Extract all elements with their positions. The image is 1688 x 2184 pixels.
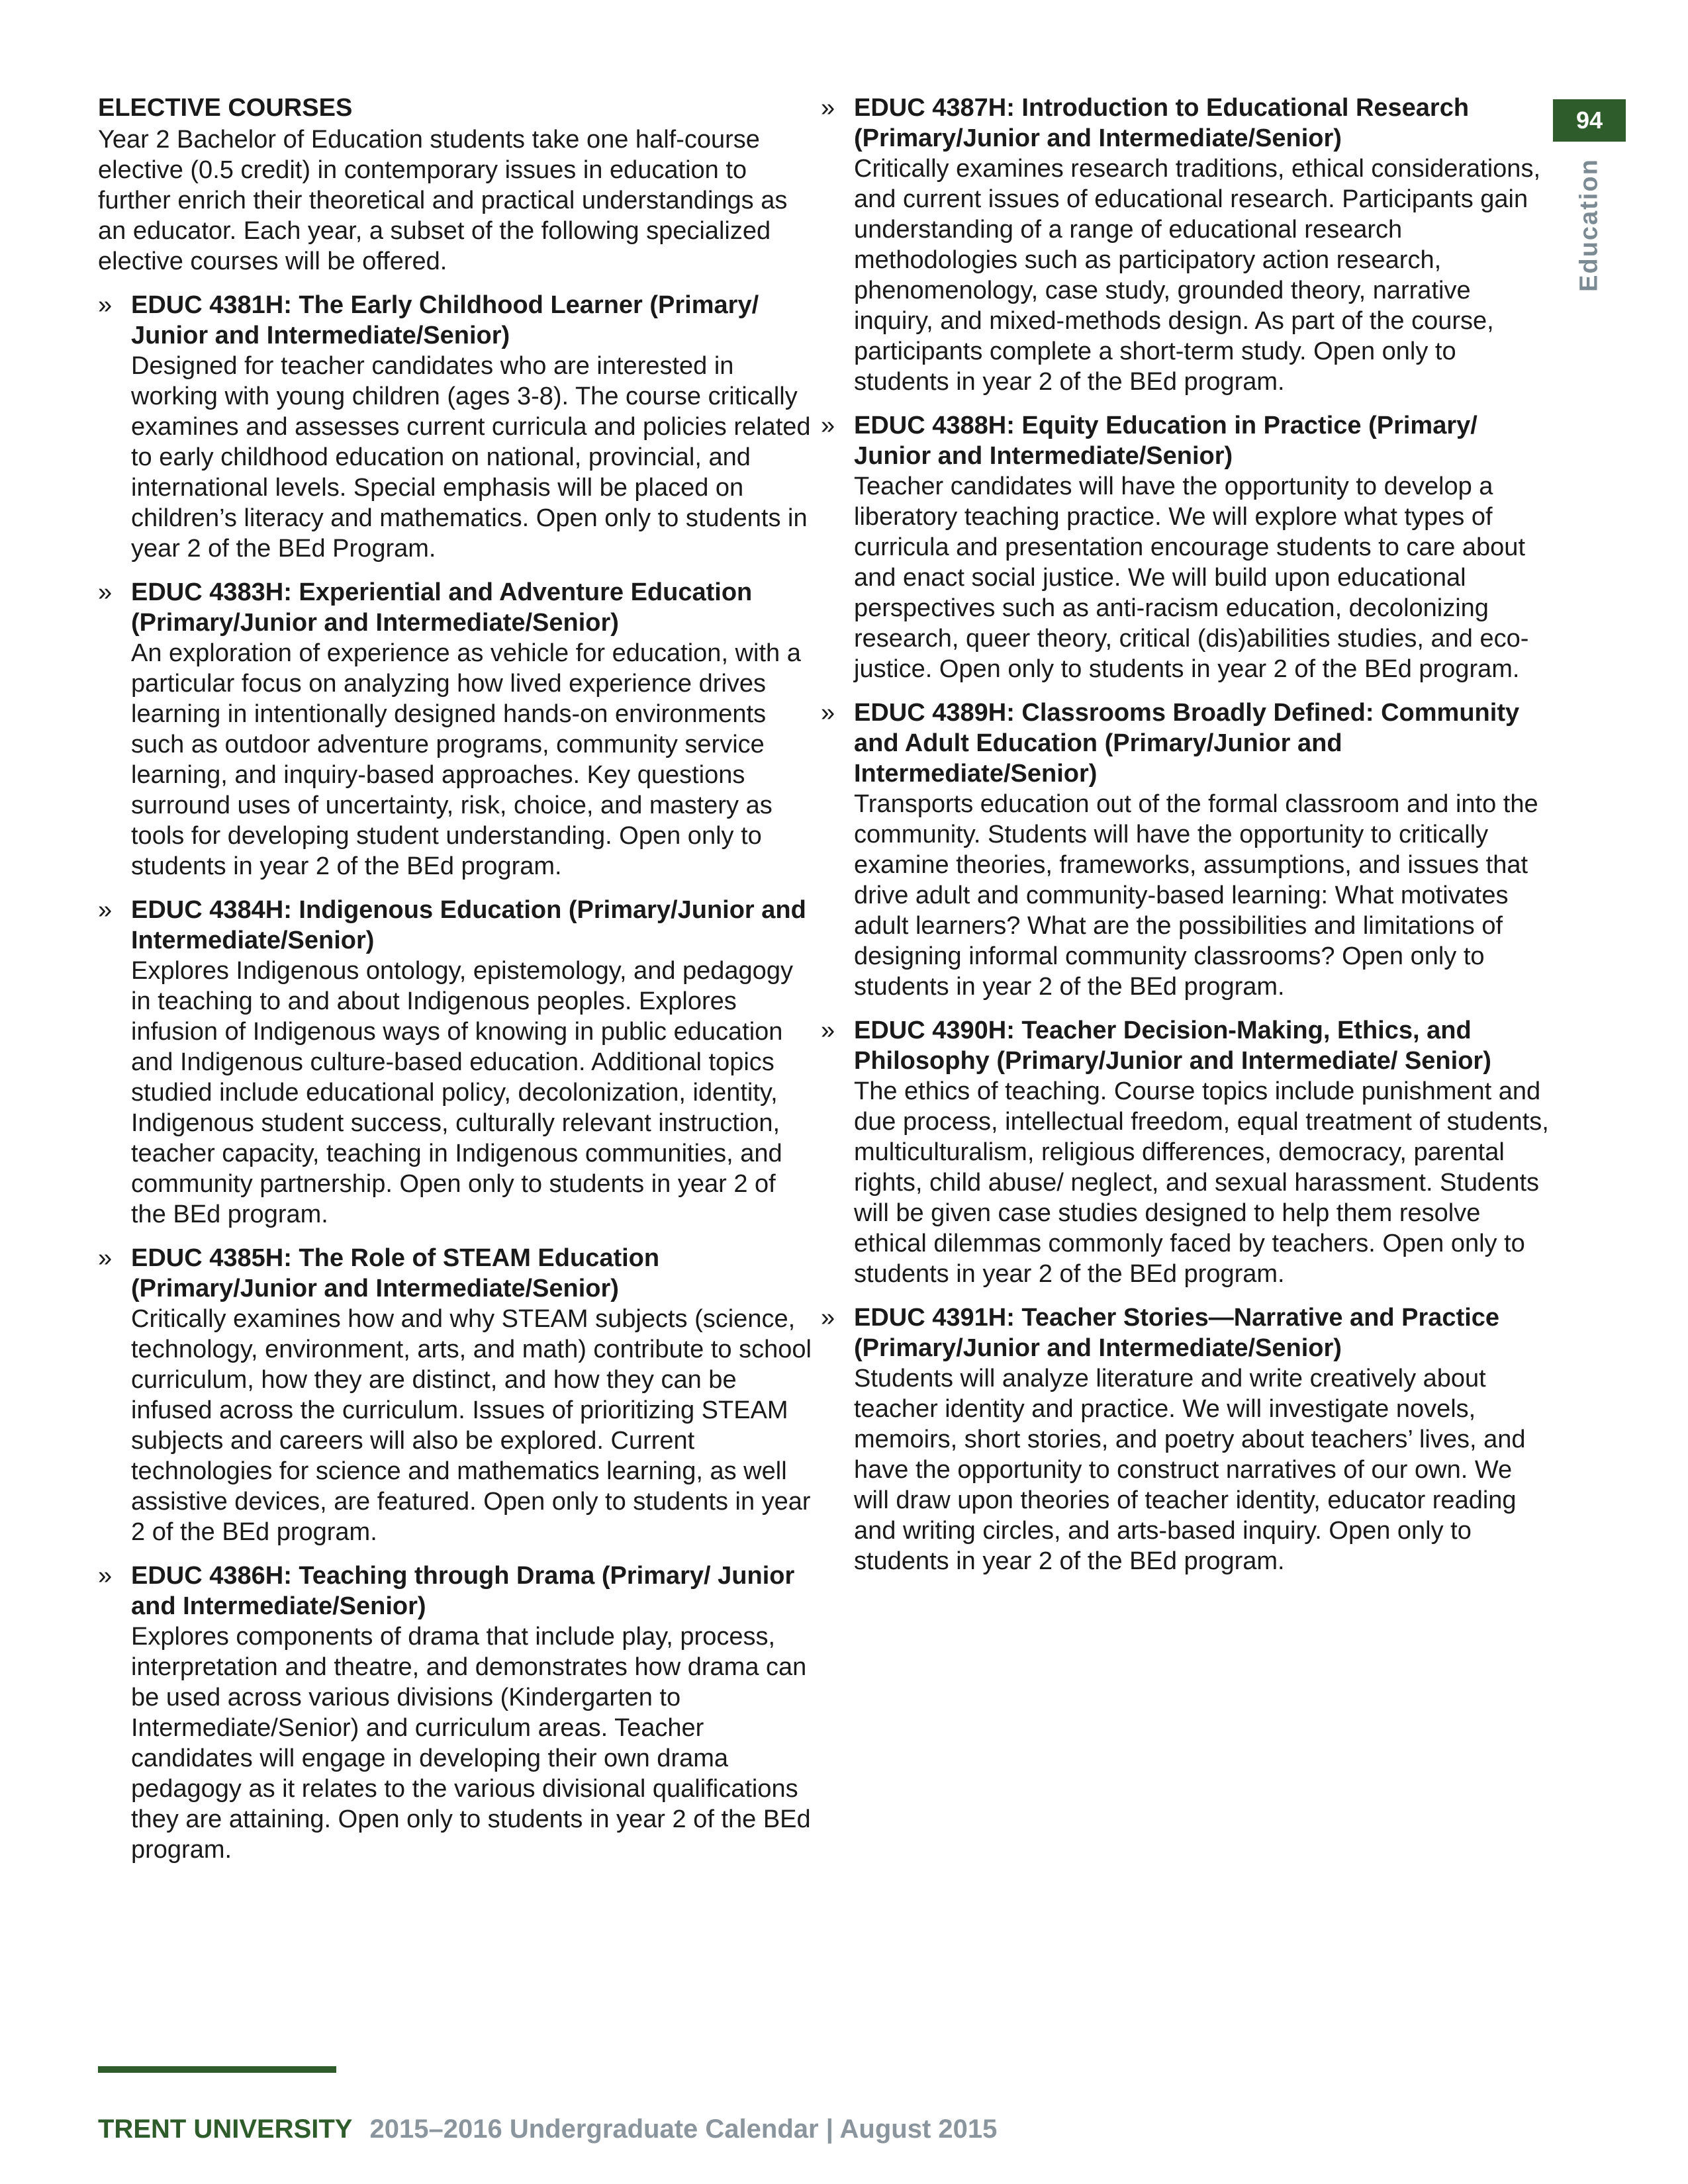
course-title: EDUC 4391H: Teacher Stories—Narrative and Practice (Primary/Junior and Intermediate/Senior) (854, 1304, 1500, 1362)
bullet-icon: » (821, 699, 835, 727)
course-title: EDUC 4386H: Teaching through Drama (Primary/ Junior and Intermediate/Senior) (131, 1562, 795, 1620)
course-description: Transports education out of the formal classroom and into the community. Students will have the opportunity to critically examine theories, frameworks, assumptions, and issues that drive adult and community-based learning: What motivates adult learners? What are the possibilities and limitations of designing informal community classrooms? Open only to students in year 2 of the BEd program. (854, 790, 1538, 1001)
course-title: EDUC 4384H: Indigenous Education (Primary/Junior and Intermediate/Senior) (131, 896, 806, 954)
course-title: EDUC 4385H: The Role of STEAM Education (Primary/Junior and Intermediate/Senior) (131, 1244, 660, 1302)
course-item (98, 895, 813, 1230)
course-title: EDUC 4389H: Classrooms Broadly Defined: Community and Adult Education (Primary/Junior and Intermediate/Senior) (854, 699, 1520, 788)
right-column (821, 93, 1549, 1590)
course-item (821, 410, 1549, 684)
course-title: EDUC 4388H: Equity Education in Practice (Primary/ Junior and Intermediate/Senior) (854, 412, 1477, 470)
course-description: Designed for teacher candidates who are interested in working with young children (ages 3-8). The course critically examines and assesses current curricula and policies related to early childhood education on national, provincial, and international levels. Special emphasis will be placed on children’s literacy and mathematics. Open only to students in year 2 of the BEd Program. (131, 352, 811, 563)
course-description: Explores Indigenous ontology, epistemology, and pedagogy in teaching to and about Indigenous peoples. Explores infusion of Indigenous ways of knowing in public education and Indigenous culture-based education. Additional topics studied include educational policy, decolonization, identity, Indigenous student success, culturally relevant instruction, teacher capacity, teaching in Indigenous communities, and community partnership. Open only to students in year 2 of the BEd program. (131, 957, 793, 1228)
course-item (821, 1302, 1549, 1576)
course-description: Critically examines research traditions, ethical considerations, and current issues of educational research. Participants gain understanding of a range of educational research methodologies such as participatory action research, phenomenology, case study, grounded theory, narrative inquiry, and mixed-methods design. As part of the course, participants complete a short-term study. Open only to students in year 2 of the BEd program. (854, 155, 1541, 396)
course-item (821, 93, 1549, 397)
course-title: EDUC 4390H: Teacher Decision-Making, Ethics, and Philosophy (Primary/Junior and Intermediate/ Senior) (854, 1017, 1491, 1075)
course-description: An exploration of experience as vehicle for education, with a particular focus on analyzing how lived experience drives learning in intentionally designed hands-on environments such as outdoor adventure programs, community service learning, and inquiry-based approaches. Key questions surround uses of uncertainty, risk, choice, and mastery as tools for developing student understanding. Open only to students in year 2 of the BEd program. (131, 639, 801, 880)
bullet-icon: » (98, 896, 113, 924)
footer (98, 2113, 997, 2146)
course-title: EDUC 4381H: The Early Childhood Learner (Primary/ Junior and Intermediate/Senior) (131, 291, 759, 349)
left-column (98, 93, 813, 1878)
course-item (98, 1561, 813, 1865)
bullet-icon: » (821, 94, 835, 122)
bullet-icon: » (98, 578, 113, 606)
course-description: Teacher candidates will have the opportunity to develop a liberatory teaching practice. We will explore what types of curricula and presentation encourage students to care about and enact social justice. We will build upon educational perspectives such as anti-racism education, decolonizing research, queer theory, critical (dis)abilities studies, and eco-justice. Open only to students in year 2 of the BEd program. (854, 473, 1529, 683)
course-title: EDUC 4387H: Introduction to Educational Research (Primary/Junior and Intermediate/Senior) (854, 94, 1470, 152)
course-title: EDUC 4383H: Experiential and Adventure Education (Primary/Junior and Intermediate/Senior) (131, 578, 753, 637)
course-item (98, 290, 813, 564)
section-side-label: Education (1575, 158, 1603, 292)
intro-paragraph: Year 2 Bachelor of Education students take one half-course elective (0.5 credit) in contemporary issues in education to further enrich their theoretical and practical understandings as an educator. Each year, a subset of the following specialized elective courses will be offered. (98, 126, 788, 275)
bullet-icon: » (98, 1562, 113, 1590)
course-item (821, 698, 1549, 1002)
footer-calendar-info: 2015–2016 Undergraduate Calendar | August 2015 (369, 2115, 998, 2144)
bullet-icon: » (821, 412, 835, 439)
section-heading: ELECTIVE COURSES (98, 94, 353, 122)
bullet-icon: » (98, 1244, 113, 1272)
course-item (821, 1015, 1549, 1289)
page-number-badge: 94 (1553, 99, 1626, 142)
footer-university-name: TRENT UNIVERSITY (98, 2115, 353, 2144)
bullet-icon: » (821, 1017, 835, 1044)
course-description: The ethics of teaching. Course topics include punishment and due process, intellectual freedom, equal treatment of students, multiculturalism, religious differences, democracy, parental rights, child abuse/ neglect, and sexual harassment. Students will be given case studies designed to help them resolve ethical dilemmas commonly faced by teachers. Open only to students in year 2 of the BEd program. (854, 1077, 1549, 1288)
course-item (98, 577, 813, 882)
course-description: Explores components of drama that include play, process, interpretation and theatre, and demonstrates how drama can be used across various divisions (Kindergarten to Intermediate/Senior) and curriculum areas. Teacher candidates will engage in developing their own drama pedagogy as it relates to the various divisional qualifications they are attaining. Open only to students in year 2 of the BEd program. (131, 1623, 811, 1864)
course-description: Students will analyze literature and write creatively about teacher identity and practice. We will investigate novels, memoirs, short stories, and poetry about teachers’ lives, and have the opportunity to construct narratives of our own. We will draw upon theories of teacher identity, educator reading and writing circles, and arts-based inquiry. Open only to students in year 2 of the BEd program. (854, 1365, 1526, 1575)
footer-rule (98, 2066, 336, 2073)
course-description: Critically examines how and why STEAM subjects (science, technology, environment, arts, and math) contribute to school curriculum, how they are distinct, and how they can be infused across the curriculum. Issues of prioritizing STEAM subjects and careers will also be explored. Current technologies for science and mathematics learning, as well assistive devices, are featured. Open only to students in year 2 of the BEd program. (131, 1305, 812, 1546)
course-item (98, 1243, 813, 1547)
bullet-icon: » (821, 1304, 835, 1332)
bullet-icon: » (98, 291, 113, 319)
